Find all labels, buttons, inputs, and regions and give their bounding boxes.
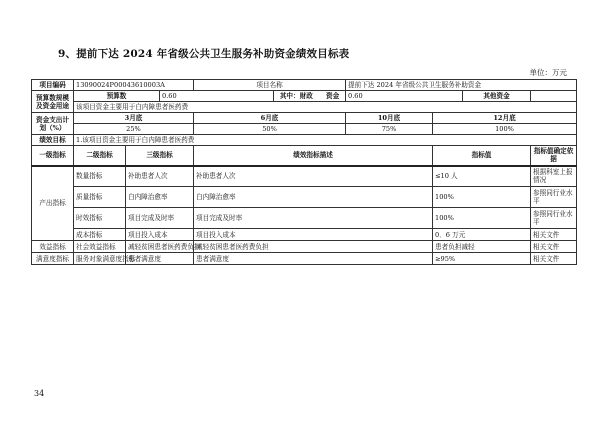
indicator-header-row	[32, 146, 577, 166]
schedule-value-oct: 75%	[346, 124, 433, 135]
table-row	[32, 187, 577, 208]
desc-cell: 项目完成及时率	[194, 208, 433, 229]
level1-output: 产出指标	[32, 166, 74, 241]
project-info-row	[32, 80, 577, 91]
header-desc: 绩效指标描述	[194, 146, 433, 166]
basis-cell: 根据科室上报情况	[531, 166, 577, 187]
goal-text: 1.该项目资金主要用于白内障患者医药费	[74, 135, 577, 146]
level2-cell: 服务对象满意度指标	[74, 253, 126, 265]
level3-cell: 项目投入成本	[126, 229, 194, 241]
other-funds-label: 其他资金	[463, 91, 531, 102]
level3-cell: 患者满意度	[126, 253, 194, 265]
level3-cell: 白内障治愈率	[126, 187, 194, 208]
header-level1: 一级指标	[32, 146, 74, 166]
level2-cell: 时效指标	[74, 208, 126, 229]
budget-label: 预算数规模及资金用途	[32, 91, 74, 113]
finance-amount-value: 0.60	[346, 91, 463, 102]
basis-cell: 参照同行业水平	[531, 208, 577, 229]
schedule-value-row	[32, 124, 577, 135]
desc-cell: 补助患者人次	[194, 166, 433, 187]
level3-cell: 减轻贫困患者医药费负担	[126, 241, 194, 253]
schedule-header-jun: 6月底	[194, 113, 346, 124]
basis-cell: 相关文件	[531, 229, 577, 241]
goal-label: 绩效目标	[32, 135, 74, 146]
schedule-header-row	[32, 113, 577, 124]
desc-cell: 患者满意度	[194, 253, 433, 265]
value-cell: ≥95%	[433, 253, 531, 265]
level2-cell: 社会效益指标	[74, 241, 126, 253]
usage-text: 该项目资金主要用于白内障患者医药费	[74, 102, 577, 113]
table-row	[32, 208, 577, 229]
goal-row	[32, 135, 577, 146]
other-funds-value	[531, 91, 577, 102]
header-basis: 指标值确定依据	[531, 146, 577, 166]
project-code-label: 项目编码	[32, 80, 74, 91]
level2-cell: 成本指标	[74, 229, 126, 241]
unit-label: 单位：万元	[529, 68, 567, 77]
table-row	[32, 166, 577, 187]
schedule-header-oct: 10月底	[346, 113, 433, 124]
project-code-value: 13090024P00043610003A	[74, 80, 194, 91]
value-cell: 100%	[433, 187, 531, 208]
level1-benefit: 效益指标	[32, 241, 74, 253]
schedule-value-jun: 50%	[194, 124, 346, 135]
page-number: 34	[34, 389, 45, 398]
value-cell: ≤10 人	[433, 166, 531, 187]
basis-cell: 相关文件	[531, 241, 577, 253]
project-name-label: 项目名称	[194, 80, 346, 91]
table-row	[32, 253, 577, 265]
usage-row	[32, 102, 577, 113]
basis-cell: 参照同行业水平	[531, 187, 577, 208]
schedule-label: 资金支出计划（%）	[32, 113, 74, 135]
basis-cell: 相关文件	[531, 253, 577, 265]
value-cell: 0．6 万元	[433, 229, 531, 241]
desc-cell: 白内障治愈率	[194, 187, 433, 208]
performance-goal-table	[31, 79, 577, 265]
level3-cell: 项目完成及时率	[126, 208, 194, 229]
project-name-value: 提前下达 2024 年省级公共卫生服务补助资金	[346, 80, 577, 91]
finance-label: 其中：财政 资金	[274, 91, 346, 102]
budget-amount-label: 预算数	[74, 91, 160, 102]
header-level2: 二级指标	[74, 146, 126, 166]
schedule-header-dec: 12月底	[433, 113, 577, 124]
value-cell: 患者负担减轻	[433, 241, 531, 253]
table-row	[32, 229, 577, 241]
schedule-value-mar: 25%	[74, 124, 194, 135]
level1-satisfaction: 满意度指标	[32, 253, 74, 265]
table-row	[32, 241, 577, 253]
header-value: 指标值	[433, 146, 531, 166]
budget-amount-value: 0.60	[160, 91, 274, 102]
level2-cell: 质量指标	[74, 187, 126, 208]
schedule-header-mar: 3月底	[74, 113, 194, 124]
desc-cell: 项目投入成本	[194, 229, 433, 241]
header-level3: 三级指标	[126, 146, 194, 166]
level3-cell: 补助患者人次	[126, 166, 194, 187]
schedule-value-dec: 100%	[433, 124, 577, 135]
document-title: 9、提前下达 2024 年省级公共卫生服务补助资金绩效目标表	[58, 48, 350, 60]
budget-row	[32, 91, 577, 102]
value-cell: 100%	[433, 208, 531, 229]
level2-cell: 数量指标	[74, 166, 126, 187]
desc-cell: 减轻贫困患者医药费负担	[194, 241, 433, 253]
